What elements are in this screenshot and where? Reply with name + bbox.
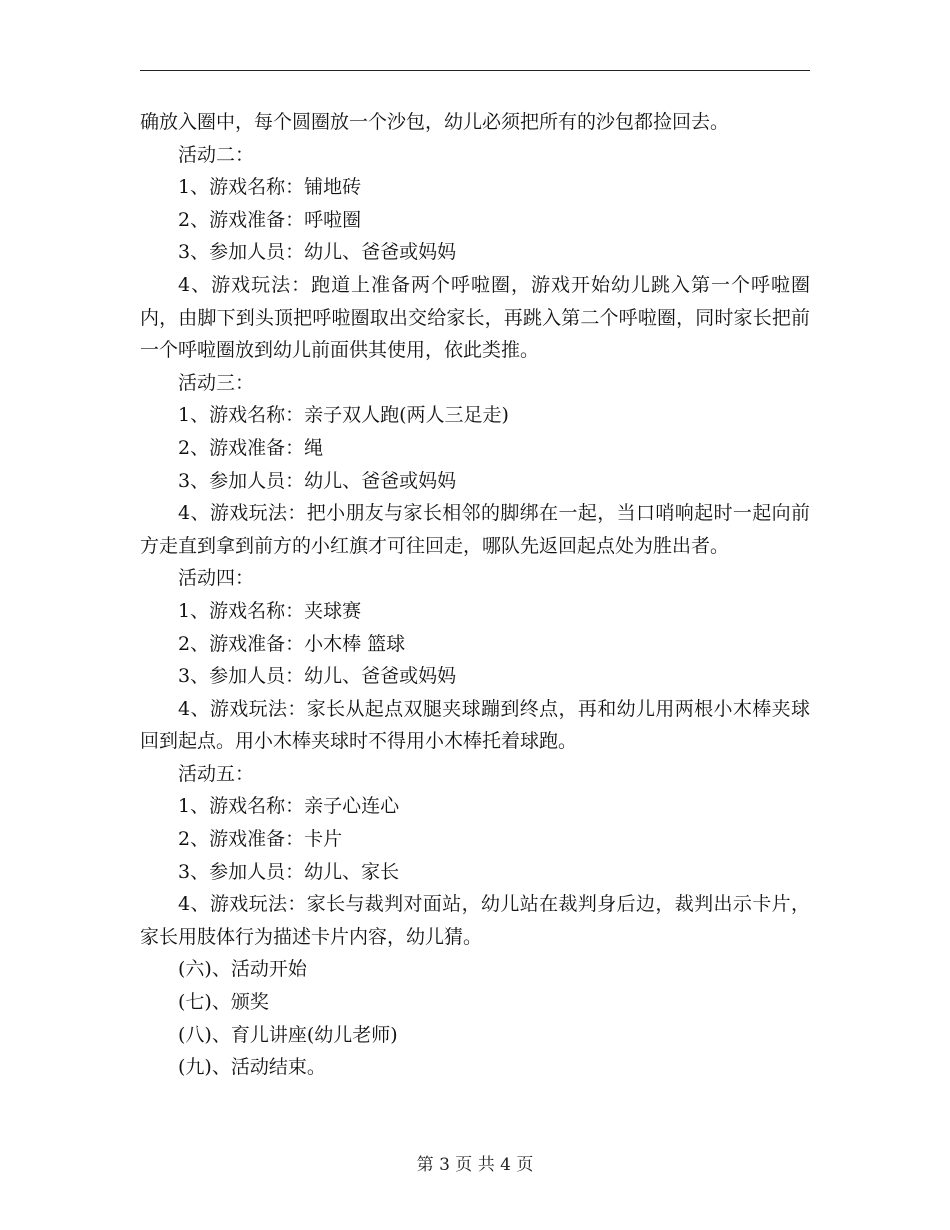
paragraph: 4、游戏玩法：家长与裁判对面站，幼儿站在裁判身后边，裁判出示卡片，家长用肢体行为描述卡片内容，幼儿猜。 (140, 893, 810, 948)
section-heading-activity-5: 活动五： (178, 762, 255, 785)
paragraph: 4、游戏玩法：家长从起点双腿夹球蹦到终点，再和幼儿用两根小木棒夹球回到起点。用小木棒夹球时不得用小木棒托着球跑。 (140, 697, 810, 753)
agenda-item: (七)、颁奖 (178, 991, 269, 1014)
paragraph: 3、参加人员：幼儿、爸爸或妈妈 (178, 469, 457, 492)
paragraph: 1、游戏名称：亲子双人跑(两人三足走) (178, 404, 509, 427)
agenda-item: (九)、活动结束。 (178, 1056, 326, 1079)
page-footer: 第 3 页 共 4 页 (416, 1155, 534, 1175)
paragraph: 2、游戏准备：绳 (178, 436, 324, 459)
agenda-item: (六)、活动开始 (178, 958, 307, 981)
paragraph: 2、游戏准备：呼啦圈 (178, 208, 362, 231)
paragraph: 2、游戏准备：卡片 (178, 828, 343, 851)
paragraph: 确放入圈中，每个圆圈放一个沙包，幼儿必须把所有的沙包都捡回去。 (140, 111, 730, 133)
section-heading-activity-2: 活动二： (178, 143, 255, 166)
paragraph: 4、游戏玩法：跑道上准备两个呼啦圈，游戏开始幼儿跳入第一个呼啦圈内，由脚下到头顶把呼啦圈取出交给家长，再跳入第二个呼啦圈，同时家长把前一个呼啦圈放到幼儿前面供其使用，依此类推。 (140, 273, 810, 362)
section-heading-activity-3: 活动三： (178, 371, 255, 394)
paragraph: 1、游戏名称：铺地砖 (178, 176, 362, 199)
section-heading-activity-4: 活动四： (178, 567, 255, 590)
paragraph: 3、参加人员：幼儿、家长 (178, 860, 400, 883)
paragraph: 1、游戏名称：亲子心连心 (178, 795, 400, 818)
header-rule (140, 70, 810, 71)
paragraph: 3、参加人员：幼儿、爸爸或妈妈 (178, 665, 457, 688)
paragraph: 2、游戏准备：小木棒 篮球 (178, 632, 406, 655)
agenda-item: (八)、育儿讲座(幼儿老师) (178, 1023, 398, 1046)
paragraph: 4、游戏玩法：把小朋友与家长相邻的脚绑在一起，当口哨响起时一起向前方走直到拿到前方的小红旗才可往回走，哪队先返回起点处为胜出者。 (140, 502, 810, 557)
paragraph: 1、游戏名称：夹球赛 (178, 599, 362, 622)
paragraph: 3、参加人员：幼儿、爸爸或妈妈 (178, 241, 457, 264)
document-body (140, 106, 810, 1084)
